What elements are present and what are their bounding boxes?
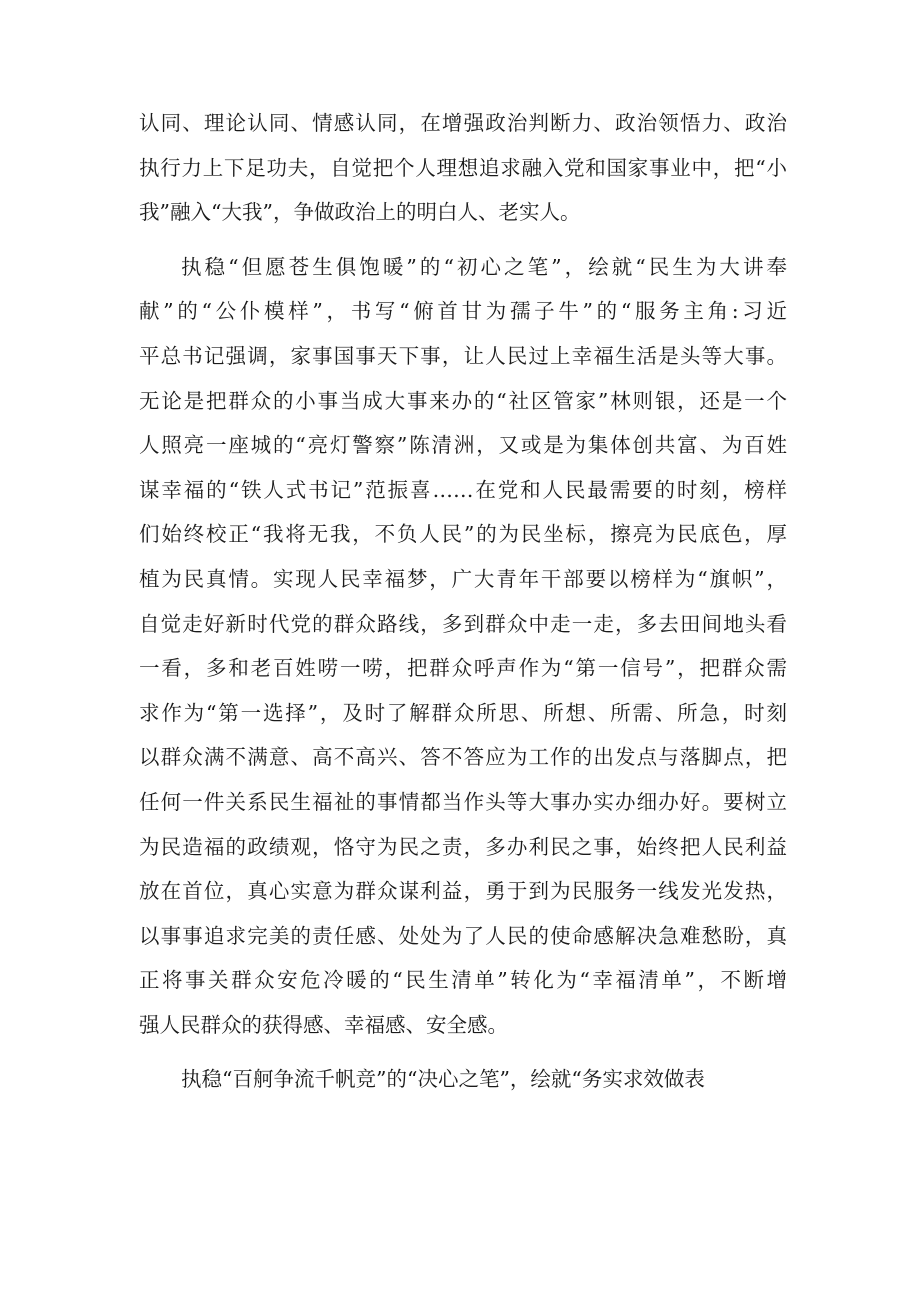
- paragraph: [139, 245, 787, 1048]
- paragraph: [139, 101, 787, 235]
- text-line: 一看，多和老百姓唠一唠，把群众呼声作为“第一信号”，把群众需: [139, 656, 787, 681]
- text-line: 正将事关群众安危冷暖的“民生清单”转化为“幸福清单”，不断增: [139, 968, 787, 993]
- text-line: 献”的“公仆模样”，书写“俯首甘为孺子牛”的“服务主角:习近: [139, 299, 787, 324]
- text-line: 强人民群众的获得感、幸福感、安全感。: [139, 1012, 508, 1037]
- text-line: 平总书记强调，家事国事天下事，让人民过上幸福生活是头等大事。: [139, 343, 787, 368]
- text-line: 执稳“百舸争流千帆竞”的“决心之笔”，绘就“务实求效做表: [181, 1067, 705, 1092]
- text-line: 我”融入“大我”，争做政治上的明白人、老实人。: [139, 200, 581, 225]
- text-line: 们始终校正“我将无我，不负人民”的为民坐标，擦亮为民底色，厚: [139, 522, 787, 547]
- text-line: 执行力上下足功夫，自觉把个人理想追求融入党和国家事业中，把“小: [139, 155, 787, 180]
- text-line: 自觉走好新时代党的群众路线，多到群众中走一走，多去田间地头看: [139, 611, 787, 636]
- text-line: 植为民真情。实现人民幸福梦，广大青年干部要以榜样为“旗帜”，: [139, 566, 787, 591]
- text-line: 谋幸福的“铁人式书记”范振喜……在党和人民最需要的时刻，榜样: [139, 477, 787, 502]
- text-line: 任何一件关系民生福祉的事情都当作头等大事办实办细办好。要树立: [139, 789, 787, 814]
- text-line: 认同、理论认同、情感认同，在增强政治判断力、政治领悟力、政治: [139, 111, 787, 135]
- text-line: 执稳“但愿苍生俱饱暖”的“初心之笔”，绘就“民生为大讲奉: [181, 254, 787, 279]
- document-body: [139, 101, 787, 1102]
- text-line: 以群众满不满意、高不高兴、答不答应为工作的出发点与落脚点，把: [139, 745, 787, 770]
- text-line: 放在首位，真心实意为群众谋利益，勇于到为民服务一线发光发热，: [139, 879, 787, 904]
- paragraph: [139, 1057, 787, 1102]
- text-line: 求作为“第一选择”，及时了解群众所思、所想、所需、所急，时刻: [139, 700, 787, 725]
- text-line: 人照亮一座城的“亮灯警察”陈清洲，又或是为集体创共富、为百姓: [139, 433, 787, 458]
- text-line: 以事事追求完美的责任感、处处为了人民的使命感解决急难愁盼，真: [139, 923, 787, 948]
- text-line: 无论是把群众的小事当成大事来办的“社区管家”林则银，还是一个: [139, 388, 787, 413]
- text-line: 为民造福的政绩观，恪守为民之责，多办利民之事，始终把人民利益: [139, 834, 787, 859]
